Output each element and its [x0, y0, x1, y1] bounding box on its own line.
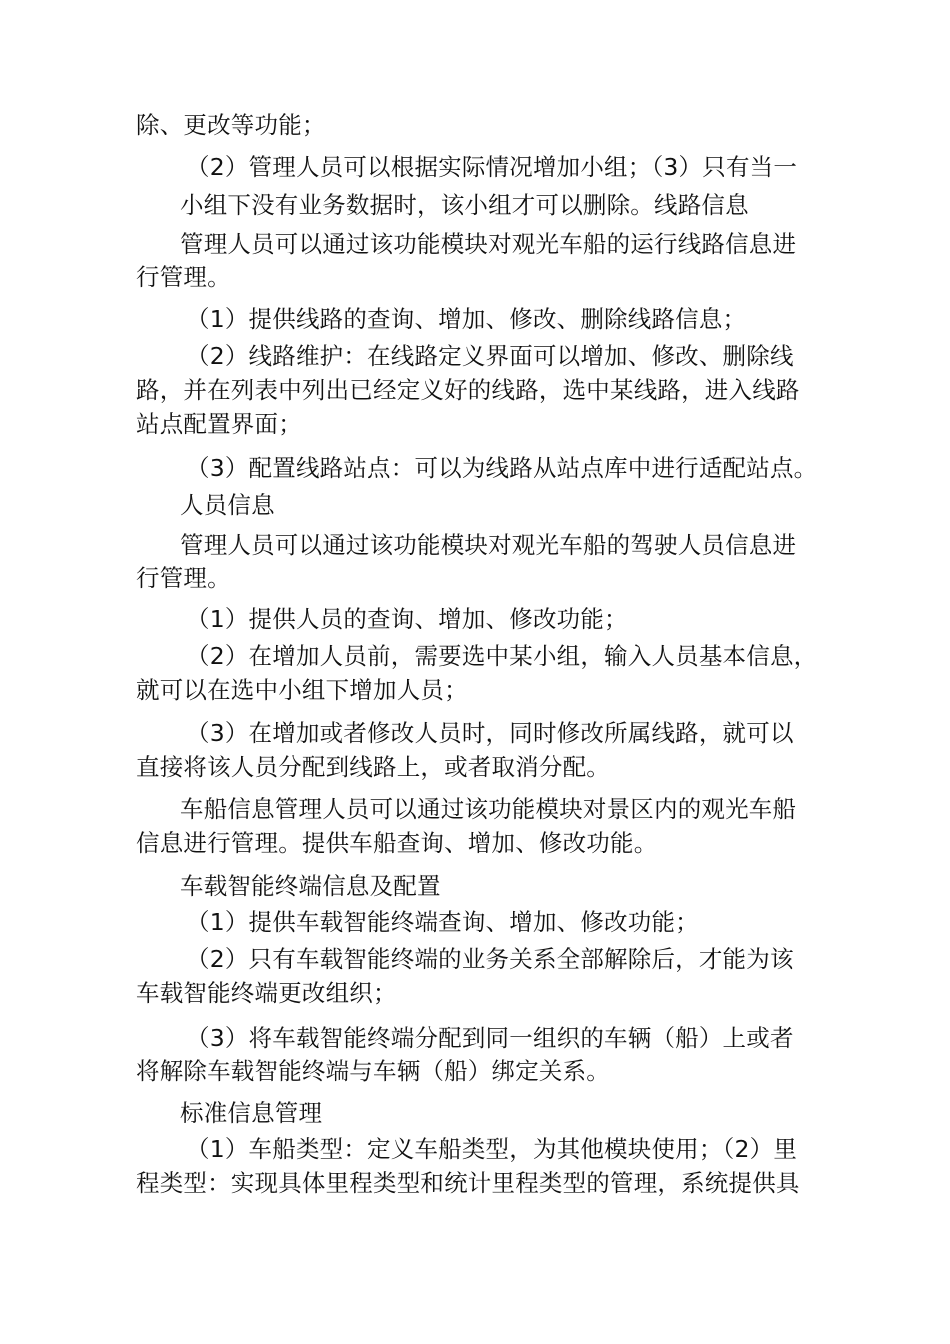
text-line: （2）在增加人员前，需要选中某小组，输入人员基本信息，	[186, 642, 818, 670]
text-line: （1）车船类型：定义车船类型，为其他模块使用；（2）里	[186, 1135, 798, 1163]
text-line: （1）提供车载智能终端查询、增加、修改功能；	[186, 908, 699, 936]
text-line: 行管理。	[136, 263, 231, 291]
text-line: （2）管理人员可以根据实际情况增加小组；（3）只有当一	[186, 153, 798, 181]
section-heading: 人员信息	[180, 491, 275, 519]
text-line: 小组下没有业务数据时，该小组才可以删除。线路信息	[180, 191, 749, 219]
text-line: 路，并在列表中列出已经定义好的线路，选中某线路，进入线路	[136, 376, 800, 404]
text-line: （2）只有车载智能终端的业务关系全部解除后，才能为该	[186, 945, 794, 973]
text-line: 将解除车载智能终端与车辆（船）绑定关系。	[136, 1057, 610, 1085]
text-line: 除、更改等功能；	[136, 111, 326, 139]
section-heading: 车载智能终端信息及配置	[180, 872, 441, 900]
text-line: 直接将该人员分配到线路上，或者取消分配。	[136, 753, 610, 781]
text-line: 车船信息管理人员可以通过该功能模块对景区内的观光车船	[180, 795, 797, 823]
text-line: （1）提供人员的查询、增加、修改功能；	[186, 605, 628, 633]
text-line: 程类型：实现具体里程类型和统计里程类型的管理，系统提供具	[136, 1169, 800, 1197]
section-heading: 标准信息管理	[180, 1099, 323, 1127]
text-line: 管理人员可以通过该功能模块对观光车船的驾驶人员信息进	[180, 531, 797, 559]
text-line: 车载智能终端更改组织；	[136, 979, 397, 1007]
text-line: （3）配置线路站点：可以为线路从站点库中进行适配站点。	[186, 454, 818, 482]
text-line: 站点配置界面；	[136, 410, 302, 438]
text-line: （2）线路维护：在线路定义界面可以增加、修改、删除线	[186, 342, 794, 370]
text-line: 就可以在选中小组下增加人员；	[136, 676, 468, 704]
text-line: 管理人员可以通过该功能模块对观光车船的运行线路信息进	[180, 230, 797, 258]
text-line: （3）将车载智能终端分配到同一组织的车辆（船）上或者	[186, 1024, 794, 1052]
text-line: 行管理。	[136, 564, 231, 592]
text-line: （3）在增加或者修改人员时，同时修改所属线路，就可以	[186, 719, 794, 747]
text-line: （1）提供线路的查询、增加、修改、删除线路信息；	[186, 305, 747, 333]
text-line: 信息进行管理。提供车船查询、增加、修改功能。	[136, 829, 658, 857]
